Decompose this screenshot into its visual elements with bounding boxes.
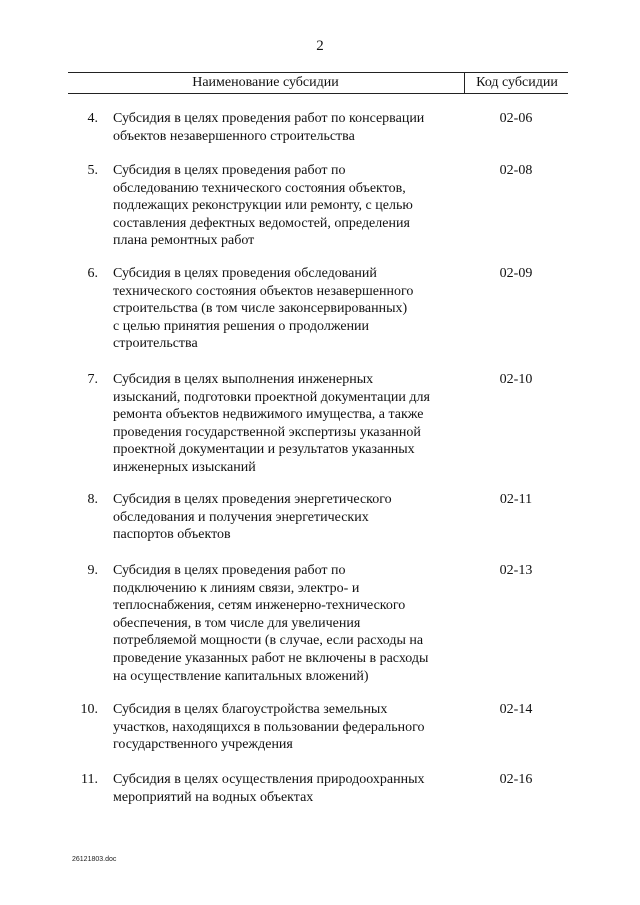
header-subsidy-name: Наименование субсидии xyxy=(192,75,339,90)
subsidy-name-line: Субсидия в целях проведения обследований xyxy=(113,266,377,281)
subsidy-name-line: подлежащих реконструкции или ремонту, с целью xyxy=(113,198,413,214)
subsidy-number: 6. xyxy=(87,266,98,281)
subsidy-name xyxy=(113,562,463,685)
subsidy-name-line: проведения государственной экспертизы указанной xyxy=(113,424,421,440)
subsidy-number: 5. xyxy=(87,163,98,178)
subsidy-name-line: Субсидия в целях проведения энергетического xyxy=(113,492,392,507)
subsidy-number: 8. xyxy=(87,492,98,507)
subsidy-name-line: плана ремонтных работ xyxy=(113,233,255,249)
subsidy-name-line: подключению к линиям связи, электро- и xyxy=(113,580,360,596)
subsidy-name xyxy=(113,110,463,145)
subsidy-code: 02-10 xyxy=(499,372,533,387)
subsidy-name-line: обследования и получения энергетических xyxy=(113,509,369,525)
table-header xyxy=(68,72,568,94)
subsidy-name-line: Субсидия в целях проведения работ по консервации xyxy=(113,111,425,126)
subsidy-name xyxy=(113,771,463,806)
subsidy-name-line: обследованию технического состояния объектов, xyxy=(113,180,406,196)
subsidy-name xyxy=(113,162,463,250)
subsidy-name-line: Субсидия в целях проведения работ по xyxy=(113,563,346,578)
subsidy-name-line: инженерных изысканий xyxy=(113,459,256,475)
subsidy-name xyxy=(113,491,463,544)
subsidy-name xyxy=(113,265,463,353)
subsidy-name-line: ремонта объектов недвижимого имущества, а также xyxy=(113,407,424,423)
subsidy-name-line: потребляемой мощности (в случае, если расходы на xyxy=(113,633,424,649)
subsidy-code: 02-08 xyxy=(499,163,533,178)
subsidy-name xyxy=(113,371,463,477)
subsidy-name-line: Субсидия в целях осуществления природоохранных xyxy=(113,772,425,787)
subsidy-name xyxy=(113,701,463,754)
subsidy-code: 02-06 xyxy=(499,111,533,126)
subsidy-code: 02-13 xyxy=(499,563,533,578)
subsidy-code: 02-16 xyxy=(499,772,533,787)
subsidy-name-line: проектной документации и результатов указанных xyxy=(113,442,415,458)
subsidy-name-line: Субсидия в целях проведения работ по xyxy=(113,163,346,178)
subsidy-name-line: участков, находящихся в пользовании федерального xyxy=(113,719,425,735)
subsidy-name-line: мероприятий на водных объектах xyxy=(113,789,314,805)
subsidy-name-line: обеспечения, в том числе для увеличения xyxy=(113,615,361,631)
subsidy-name-line: теплоснабжения, сетям инженерно-технического xyxy=(113,598,406,614)
subsidy-name-line: с целью принятия решения о продолжении xyxy=(113,318,370,334)
subsidy-name-line: проведение указанных работ не включены в расходы xyxy=(113,650,429,666)
subsidy-name-line: паспортов объектов xyxy=(113,527,231,543)
subsidy-name-line: на осуществление капитальных вложений) xyxy=(113,668,369,684)
subsidy-number: 11. xyxy=(81,772,98,787)
subsidy-name-line: государственного учреждения xyxy=(113,737,293,753)
subsidy-name-line: технического состояния объектов незавершенного xyxy=(113,283,414,299)
file-name-footer: 26121803.doc xyxy=(72,856,117,863)
subsidy-code: 02-09 xyxy=(499,266,533,281)
subsidy-name-line: объектов незавершенного строительства xyxy=(113,128,355,144)
subsidy-name-line: строительства xyxy=(113,336,198,352)
subsidy-number: 10. xyxy=(80,702,98,717)
subsidy-code: 02-14 xyxy=(499,702,533,717)
subsidy-code: 02-11 xyxy=(499,492,533,507)
subsidy-name-line: Субсидия в целях благоустройства земельных xyxy=(113,702,388,717)
subsidy-name-line: составления дефектных ведомостей, определения xyxy=(113,215,410,231)
subsidy-name-line: строительства (в том числе законсервированных) xyxy=(113,301,408,317)
header-subsidy-code: Код субсидии xyxy=(464,73,569,93)
subsidy-name-line: Субсидия в целях выполнения инженерных xyxy=(113,372,374,387)
subsidy-number: 9. xyxy=(87,563,98,578)
subsidy-number: 4. xyxy=(87,111,98,126)
subsidy-name-line: изысканий, подготовки проектной документации для xyxy=(113,389,430,405)
subsidy-number: 7. xyxy=(87,372,98,387)
page-number: 2 xyxy=(316,38,324,54)
